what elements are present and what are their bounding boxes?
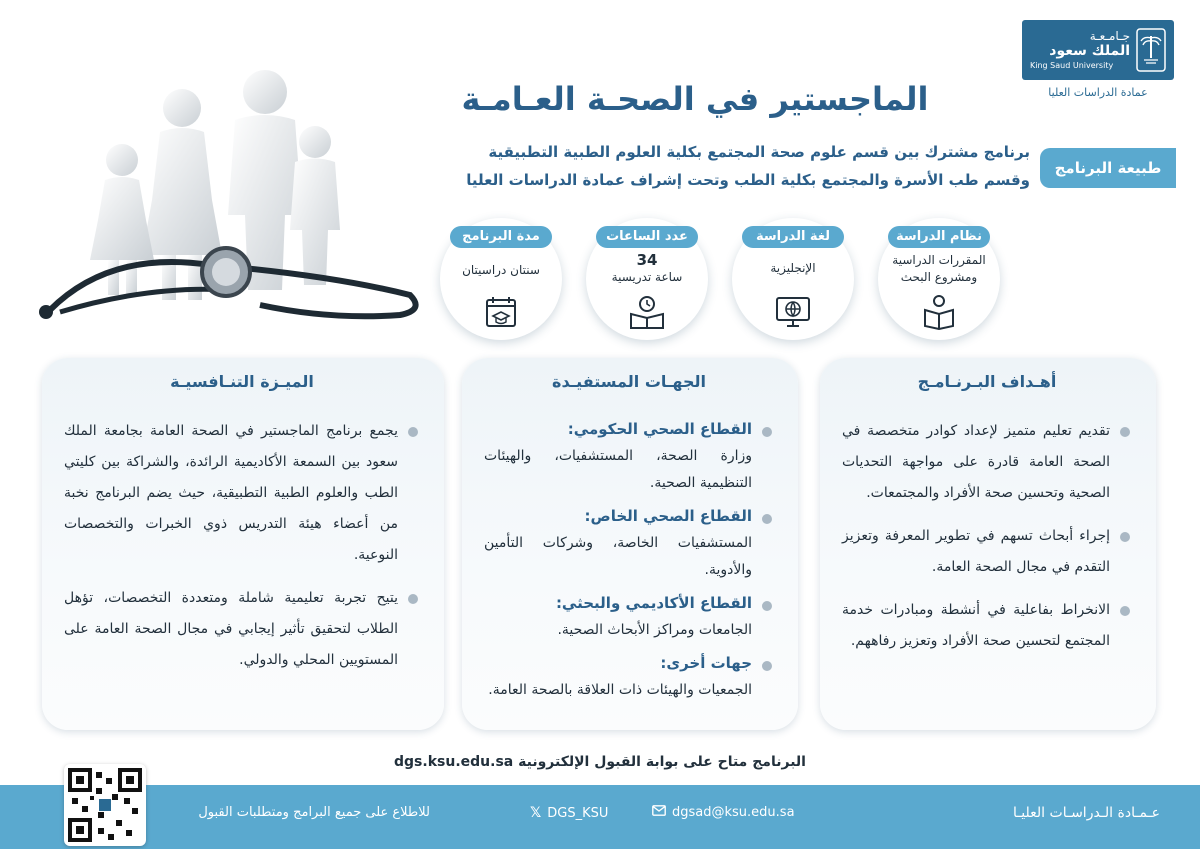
- sector-heading: القطاع الصحي الخاص:: [584, 507, 752, 525]
- sector-text: الجمعيات والهيئات ذات العلاقة بالصحة العامة.: [488, 682, 752, 698]
- info-circle-duration: [440, 218, 562, 340]
- admission-portal-line: [330, 754, 860, 770]
- logo-ar-line2: الملك سعود: [1049, 43, 1130, 59]
- x-logo-icon: 𝕏: [530, 805, 542, 821]
- beneficiary-item: [484, 650, 774, 704]
- objective-item: إجراء أبحاث تسهم في تطوير المعرفة وتعزيز التقدم في مجال الصحة العامة.: [842, 521, 1132, 583]
- sector-heading: القطاع الصحي الحكومي:: [567, 420, 752, 438]
- hours-number: 34: [636, 251, 658, 269]
- info-circle-value: الإنجليزية: [770, 261, 816, 275]
- hours-unit: ساعة تدريسية: [611, 270, 683, 284]
- footer-email[interactable]: [652, 805, 795, 820]
- portal-text: البرنامج متاح على بوابة القبول الإلكترونية: [518, 754, 806, 770]
- book-clock-icon: [627, 294, 667, 330]
- info-circle-hours: [586, 218, 708, 340]
- info-circle-value: المقررات الدراسية ومشروع البحث: [892, 253, 986, 284]
- info-circle-value: [590, 252, 704, 286]
- info-circle-label: مدة البرنامج: [450, 226, 552, 248]
- beneficiary-item: [484, 590, 774, 644]
- competitive-advantage-card: [42, 358, 444, 730]
- description-line-1: برنامج مشترك بين قسم علوم صحة المجتمع بكلية العلوم الطبية التطبيقية: [488, 143, 1030, 161]
- logo-text: [1030, 29, 1130, 71]
- palm-seal-icon: [1136, 28, 1166, 72]
- beneficiary-item: [484, 416, 774, 497]
- sector-text: الجامعات ومراكز الأبحاث الصحية.: [557, 622, 752, 638]
- university-logo: [1022, 20, 1174, 80]
- objective-item: تقديم تعليم متميز لإعداد كوادر متخصصة في الصحة العامة قادرة على مواجهة التحديات الصحية وتحسين صحة الأفراد والمجتمعات.: [842, 416, 1132, 509]
- reading-person-icon: [919, 294, 959, 330]
- sector-heading: جهات أخرى:: [660, 654, 752, 672]
- description-line-2: وقسم طب الأسرة والمجتمع بكلية الطب وتحت إشراف عمادة الدراسات العليا: [466, 171, 1030, 189]
- competitive-item: يجمع برنامج الماجستير في الصحة العامة بجامعة الملك سعود بين السمعة الأكاديمية الرائدة، والشراكة بين كليتي الطب والعلوم الطبية التطبيقية، حيث يضم البرنامج نخبة من أعضاء هيئة التدريس ذوي الخبرات والتخصصات النوعية.: [64, 416, 420, 571]
- program-description: [400, 138, 1030, 194]
- info-circle-label: عدد الساعات: [596, 226, 698, 248]
- competitive-title: الميـزة التنـافسيـة: [170, 372, 314, 391]
- family-stethoscope-illustration: [30, 50, 430, 350]
- footer-deanship: عـمـادة الـدراسـات العليـا: [1012, 805, 1160, 821]
- info-circle-study-system: [878, 218, 1000, 340]
- globe-screen-icon: [773, 294, 813, 330]
- calendar-graduation-icon: [481, 294, 521, 330]
- qr-code[interactable]: [64, 764, 146, 846]
- footer-twitter[interactable]: [530, 805, 608, 821]
- twitter-handle[interactable]: DGS_KSU: [547, 805, 609, 821]
- email-address[interactable]: dgsad@ksu.edu.sa: [672, 805, 795, 820]
- info-circle-label: لغة الدراسة: [742, 226, 844, 248]
- sector-text: وزارة الصحة، المستشفيات، والهيئات التنظيمية الصحية.: [484, 448, 752, 491]
- sector-text: المستشفيات الخاصة، وشركات التأمين والأدوية.: [484, 535, 752, 578]
- objectives-title: أهـداف البـرنـامـج: [917, 372, 1057, 391]
- beneficiaries-title: الجهـات المستفيـدة: [552, 372, 706, 391]
- logo-ar-line1: جـامـعـة: [1089, 29, 1130, 43]
- program-nature-badge: طبيعة البرنامج: [1040, 148, 1176, 188]
- info-circle-language: [732, 218, 854, 340]
- beneficiary-item: [484, 503, 774, 584]
- portal-url[interactable]: dgs.ksu.edu.sa: [394, 754, 514, 770]
- competitive-item: يتيح تجربة تعليمية شاملة ومتعددة التخصصات، تؤهل الطلاب لتحقيق تأثير إيجابي في مجال الصحة العامة على المستويين المحلي والدولي.: [64, 583, 420, 676]
- objectives-card: [820, 358, 1156, 730]
- logo-subtitle: عمادة الدراسات العليا: [1048, 86, 1148, 99]
- footer-info-text: للاطلاع على جميع البرامج ومتطلبات القبول: [198, 805, 430, 820]
- logo-en: King Saud University: [1030, 61, 1114, 70]
- sector-heading: القطاع الأكاديمي والبحثي:: [555, 594, 752, 612]
- info-circle-value: سنتان دراسيتان: [462, 263, 540, 277]
- info-circle-label: نظام الدراسة: [888, 226, 990, 248]
- beneficiaries-card: [462, 358, 798, 730]
- objective-item: الانخراط بفاعلية في أنشطة ومبادرات خدمة المجتمع لتحسين صحة الأفراد وتعزيز رفاههم.: [842, 595, 1132, 657]
- page-title: الماجستير في الصحـة العـامـة: [461, 80, 929, 118]
- email-icon: [652, 805, 666, 820]
